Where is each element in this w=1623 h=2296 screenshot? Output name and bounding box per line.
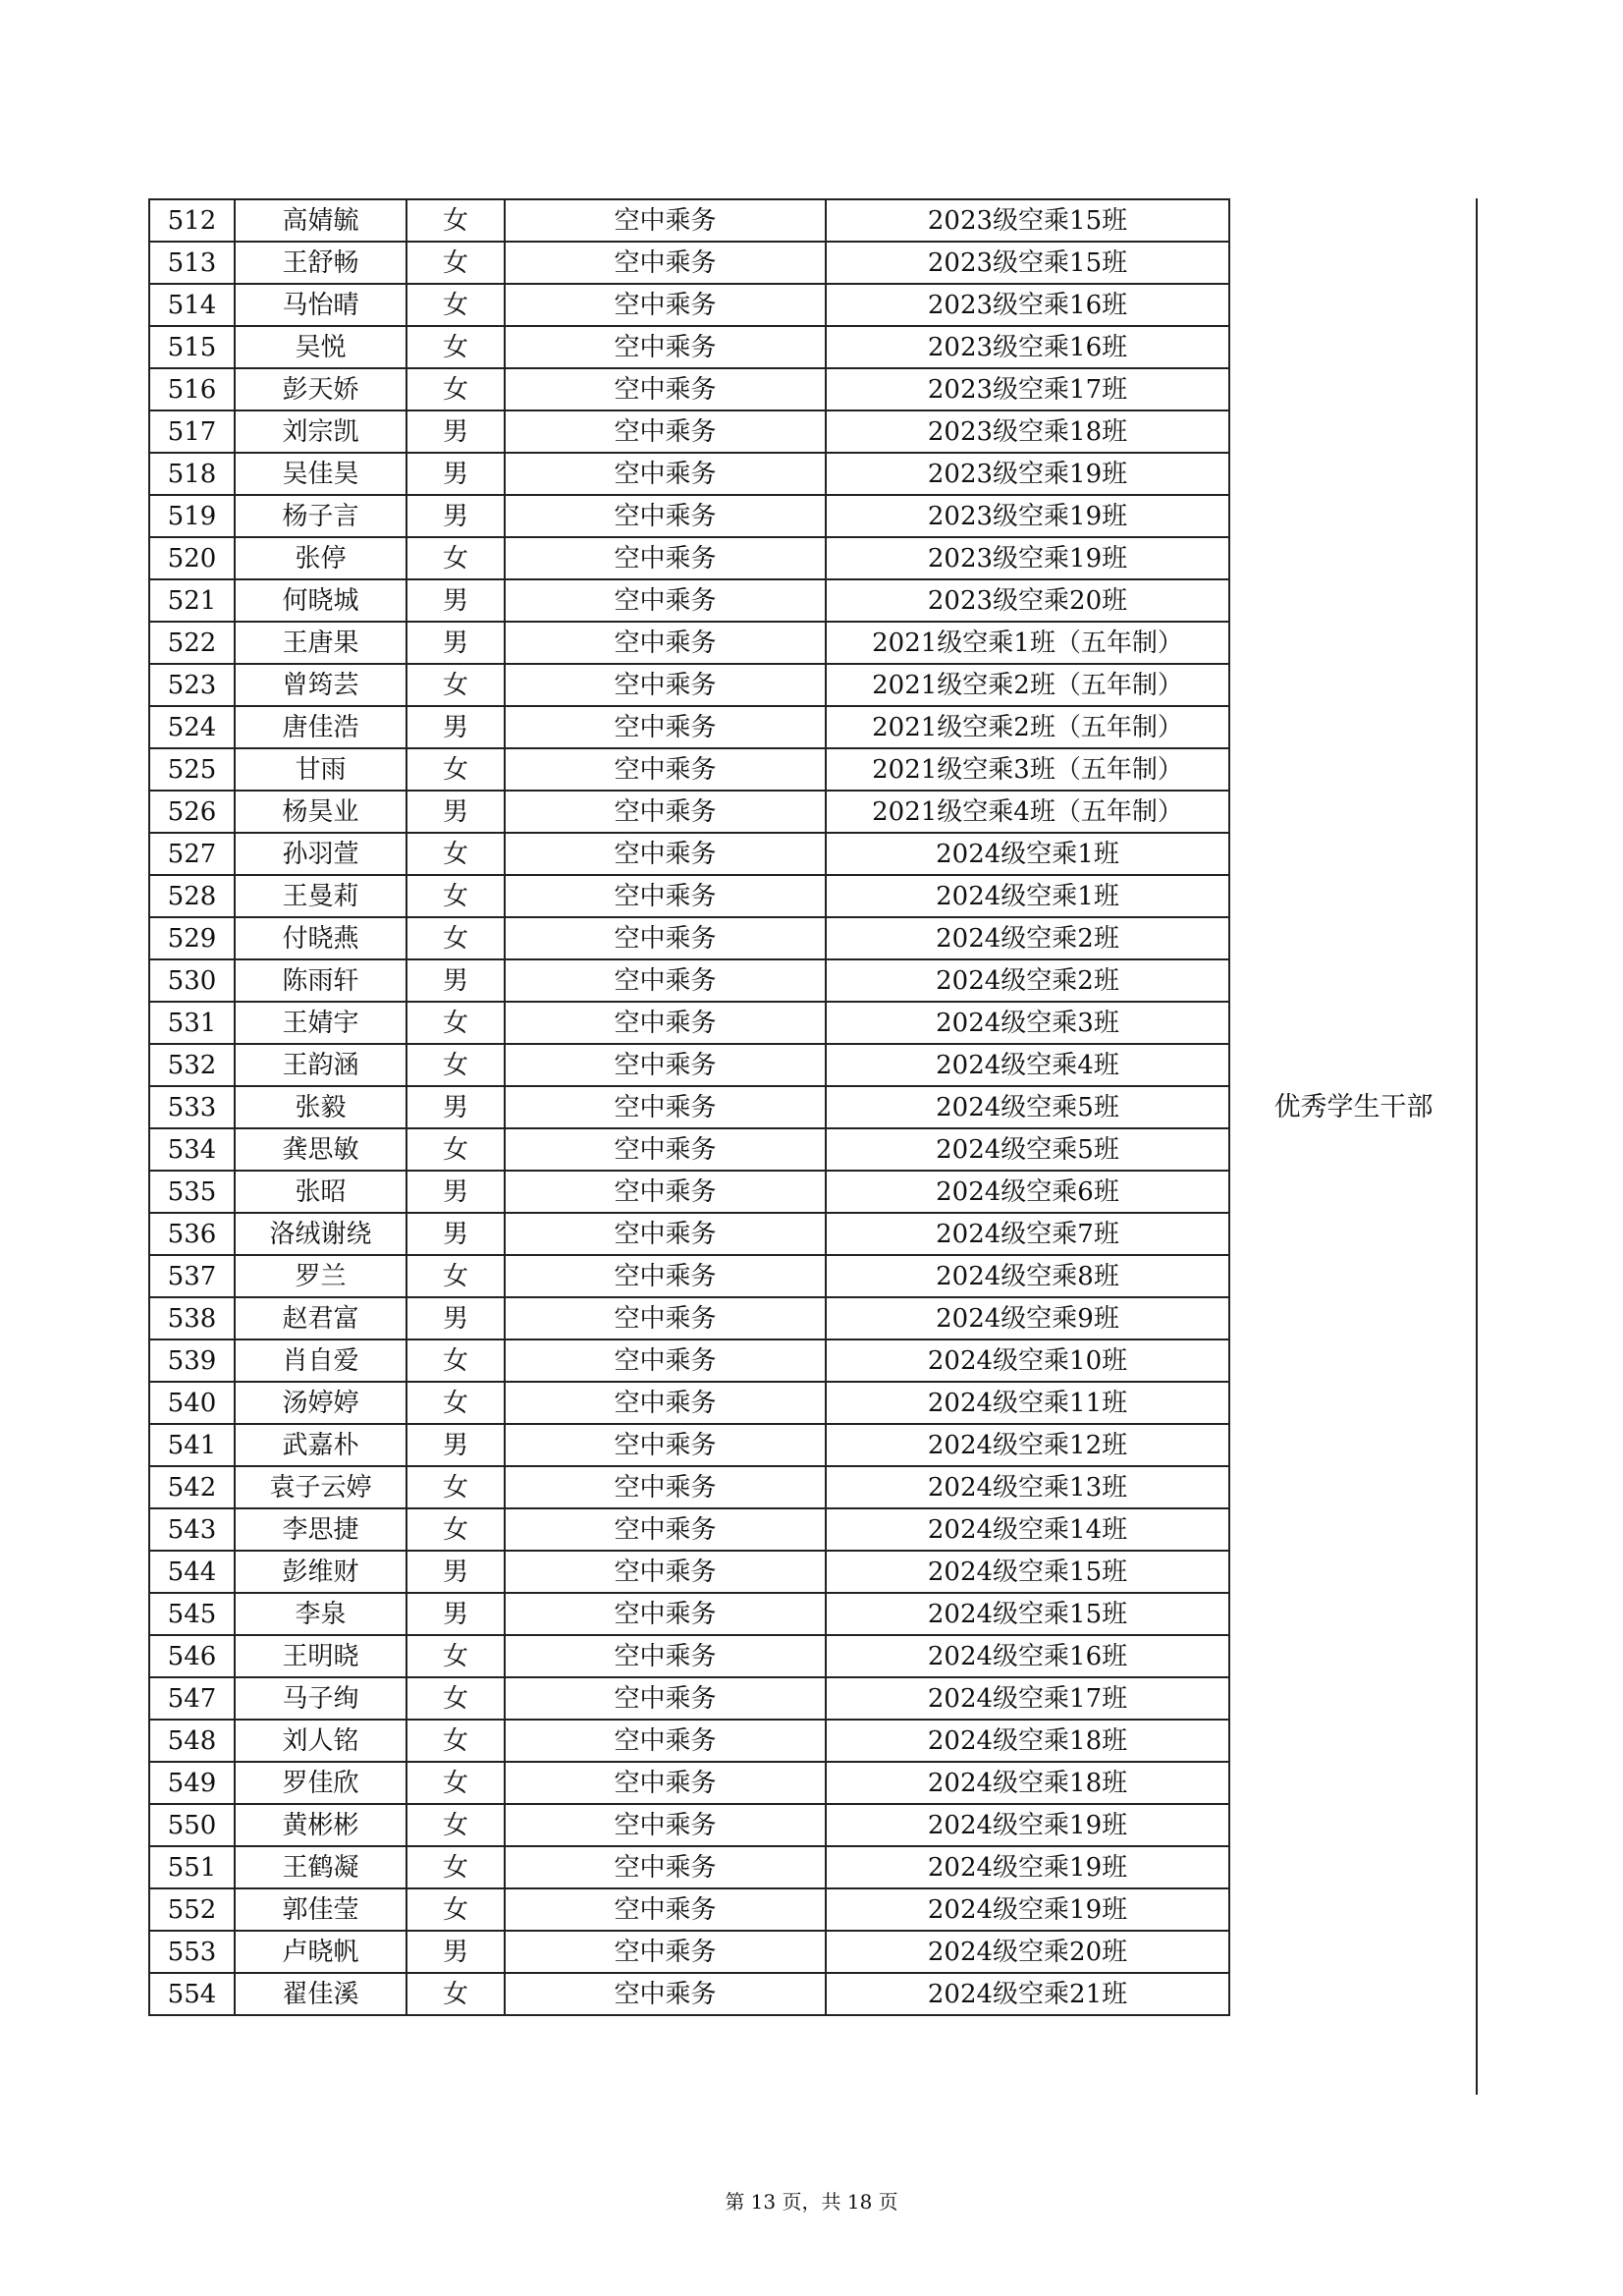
class-name-cell: 2023级空乘15班	[826, 199, 1229, 242]
major-cell: 空中乘务	[505, 495, 826, 537]
class-name-cell: 2021级空乘2班（五年制）	[826, 706, 1229, 748]
student-name-cell: 郭佳莹	[235, 1888, 406, 1931]
student-name-cell: 罗兰	[235, 1255, 406, 1297]
student-name-cell: 王唐果	[235, 622, 406, 664]
gender-cell: 女	[406, 1044, 505, 1086]
student-name-cell: 甘雨	[235, 748, 406, 791]
student-name-cell: 彭天娇	[235, 368, 406, 410]
major-cell: 空中乘务	[505, 1551, 826, 1593]
row-number-cell: 519	[149, 495, 235, 537]
class-name-cell: 2023级空乘15班	[826, 242, 1229, 284]
row-number-cell: 540	[149, 1382, 235, 1424]
class-name-cell: 2024级空乘5班	[826, 1128, 1229, 1171]
gender-cell: 男	[406, 410, 505, 453]
row-number-cell: 551	[149, 1846, 235, 1888]
major-cell: 空中乘务	[505, 1044, 826, 1086]
row-number-cell: 516	[149, 368, 235, 410]
student-name-cell: 杨昊业	[235, 791, 406, 833]
row-number-cell: 544	[149, 1551, 235, 1593]
class-name-cell: 2024级空乘16班	[826, 1635, 1229, 1677]
major-cell: 空中乘务	[505, 1677, 826, 1720]
major-cell: 空中乘务	[505, 917, 826, 959]
row-number-cell: 520	[149, 537, 235, 579]
row-number-cell: 528	[149, 875, 235, 917]
awards-table-body	[149, 199, 1477, 2015]
major-cell: 空中乘务	[505, 959, 826, 1002]
gender-cell: 女	[406, 1002, 505, 1044]
student-name-cell: 黄彬彬	[235, 1804, 406, 1846]
gender-cell: 男	[406, 622, 505, 664]
row-number-cell: 552	[149, 1888, 235, 1931]
major-cell: 空中乘务	[505, 1846, 826, 1888]
class-name-cell: 2024级空乘4班	[826, 1044, 1229, 1086]
class-name-cell: 2021级空乘3班（五年制）	[826, 748, 1229, 791]
gender-cell: 女	[406, 1973, 505, 2015]
student-name-cell: 武嘉朴	[235, 1424, 406, 1466]
class-name-cell: 2024级空乘14班	[826, 1508, 1229, 1551]
gender-cell: 女	[406, 875, 505, 917]
row-number-cell: 518	[149, 453, 235, 495]
gender-cell: 男	[406, 1086, 505, 1128]
major-cell: 空中乘务	[505, 1424, 826, 1466]
class-name-cell: 2024级空乘1班	[826, 875, 1229, 917]
row-number-cell: 512	[149, 199, 235, 242]
gender-cell: 男	[406, 1593, 505, 1635]
student-name-cell: 王曼莉	[235, 875, 406, 917]
major-cell: 空中乘务	[505, 242, 826, 284]
class-name-cell: 2024级空乘18班	[826, 1720, 1229, 1762]
major-cell: 空中乘务	[505, 1128, 826, 1171]
student-name-cell: 洛绒谢绕	[235, 1213, 406, 1255]
major-cell: 空中乘务	[505, 748, 826, 791]
student-name-cell: 汤婷婷	[235, 1382, 406, 1424]
gender-cell: 女	[406, 1255, 505, 1297]
major-cell: 空中乘务	[505, 1339, 826, 1382]
student-name-cell: 罗佳欣	[235, 1762, 406, 1804]
student-name-cell: 王婧宇	[235, 1002, 406, 1044]
major-cell: 空中乘务	[505, 1804, 826, 1846]
class-name-cell: 2024级空乘2班	[826, 959, 1229, 1002]
major-cell: 空中乘务	[505, 1508, 826, 1551]
gender-cell: 男	[406, 453, 505, 495]
major-cell: 空中乘务	[505, 1086, 826, 1128]
gender-cell: 女	[406, 368, 505, 410]
class-name-cell: 2021级空乘4班（五年制）	[826, 791, 1229, 833]
class-name-cell: 2024级空乘10班	[826, 1339, 1229, 1382]
gender-cell: 女	[406, 1382, 505, 1424]
student-name-cell: 孙羽萱	[235, 833, 406, 875]
major-cell: 空中乘务	[505, 622, 826, 664]
row-number-cell: 529	[149, 917, 235, 959]
row-number-cell: 541	[149, 1424, 235, 1466]
class-name-cell: 2024级空乘15班	[826, 1551, 1229, 1593]
row-number-cell: 533	[149, 1086, 235, 1128]
row-number-cell: 517	[149, 410, 235, 453]
class-name-cell: 2023级空乘18班	[826, 410, 1229, 453]
gender-cell: 女	[406, 1720, 505, 1762]
gender-cell: 女	[406, 1677, 505, 1720]
class-name-cell: 2024级空乘9班	[826, 1297, 1229, 1339]
class-name-cell: 2024级空乘18班	[826, 1762, 1229, 1804]
student-name-cell: 何晓城	[235, 579, 406, 622]
gender-cell: 女	[406, 284, 505, 326]
major-cell: 空中乘务	[505, 791, 826, 833]
class-name-cell: 2023级空乘16班	[826, 326, 1229, 368]
major-cell: 空中乘务	[505, 1762, 826, 1804]
row-number-cell: 543	[149, 1508, 235, 1551]
row-number-cell: 524	[149, 706, 235, 748]
row-number-cell: 547	[149, 1677, 235, 1720]
student-name-cell: 王舒畅	[235, 242, 406, 284]
student-name-cell: 刘人铭	[235, 1720, 406, 1762]
student-name-cell: 刘宗凯	[235, 410, 406, 453]
gender-cell: 女	[406, 1804, 505, 1846]
gender-cell: 女	[406, 199, 505, 242]
student-name-cell: 高婧毓	[235, 199, 406, 242]
row-number-cell: 513	[149, 242, 235, 284]
gender-cell: 男	[406, 579, 505, 622]
student-name-cell: 彭维财	[235, 1551, 406, 1593]
gender-cell: 男	[406, 1424, 505, 1466]
gender-cell: 女	[406, 1339, 505, 1382]
gender-cell: 男	[406, 791, 505, 833]
student-name-cell: 赵君富	[235, 1297, 406, 1339]
gender-cell: 女	[406, 1635, 505, 1677]
class-name-cell: 2024级空乘7班	[826, 1213, 1229, 1255]
student-name-cell: 吴悦	[235, 326, 406, 368]
class-name-cell: 2024级空乘19班	[826, 1888, 1229, 1931]
major-cell: 空中乘务	[505, 1255, 826, 1297]
row-number-cell: 514	[149, 284, 235, 326]
major-cell: 空中乘务	[505, 1466, 826, 1508]
major-cell: 空中乘务	[505, 537, 826, 579]
row-number-cell: 553	[149, 1931, 235, 1973]
student-name-cell: 张停	[235, 537, 406, 579]
student-name-cell: 杨子言	[235, 495, 406, 537]
row-number-cell: 550	[149, 1804, 235, 1846]
major-cell: 空中乘务	[505, 1382, 826, 1424]
major-cell: 空中乘务	[505, 284, 826, 326]
major-cell: 空中乘务	[505, 875, 826, 917]
student-name-cell: 李泉	[235, 1593, 406, 1635]
major-cell: 空中乘务	[505, 833, 826, 875]
class-name-cell: 2024级空乘5班	[826, 1086, 1229, 1128]
student-name-cell: 曾筠芸	[235, 664, 406, 706]
awards-table	[148, 198, 1477, 2016]
gender-cell: 男	[406, 1551, 505, 1593]
gender-cell: 女	[406, 1128, 505, 1171]
row-number-cell: 526	[149, 791, 235, 833]
gender-cell: 男	[406, 706, 505, 748]
major-cell: 空中乘务	[505, 1002, 826, 1044]
gender-cell: 女	[406, 1762, 505, 1804]
student-name-cell: 唐佳浩	[235, 706, 406, 748]
gender-cell: 女	[406, 1466, 505, 1508]
class-name-cell: 2024级空乘19班	[826, 1804, 1229, 1846]
student-name-cell: 卢晓帆	[235, 1931, 406, 1973]
gender-cell: 男	[406, 1297, 505, 1339]
major-cell: 空中乘务	[505, 368, 826, 410]
class-name-cell: 2024级空乘20班	[826, 1931, 1229, 1973]
major-cell: 空中乘务	[505, 410, 826, 453]
class-name-cell: 2024级空乘19班	[826, 1846, 1229, 1888]
class-name-cell: 2021级空乘2班（五年制）	[826, 664, 1229, 706]
row-number-cell: 534	[149, 1128, 235, 1171]
major-cell: 空中乘务	[505, 1593, 826, 1635]
major-cell: 空中乘务	[505, 579, 826, 622]
row-number-cell: 554	[149, 1973, 235, 2015]
gender-cell: 女	[406, 917, 505, 959]
gender-cell: 男	[406, 495, 505, 537]
row-number-cell: 546	[149, 1635, 235, 1677]
class-name-cell: 2024级空乘13班	[826, 1466, 1229, 1508]
row-number-cell: 521	[149, 579, 235, 622]
class-name-cell: 2024级空乘11班	[826, 1382, 1229, 1424]
row-number-cell: 536	[149, 1213, 235, 1255]
gender-cell: 男	[406, 959, 505, 1002]
student-name-cell: 付晓燕	[235, 917, 406, 959]
gender-cell: 男	[406, 1213, 505, 1255]
class-name-cell: 2024级空乘17班	[826, 1677, 1229, 1720]
page-footer: 第 13 页，共 18 页	[725, 2190, 898, 2214]
gender-cell: 女	[406, 537, 505, 579]
major-cell: 空中乘务	[505, 326, 826, 368]
student-name-cell: 肖自爱	[235, 1339, 406, 1382]
class-name-cell: 2023级空乘19班	[826, 453, 1229, 495]
class-name-cell: 2024级空乘15班	[826, 1593, 1229, 1635]
class-name-cell: 2023级空乘20班	[826, 579, 1229, 622]
major-cell: 空中乘务	[505, 199, 826, 242]
gender-cell: 女	[406, 664, 505, 706]
gender-cell: 女	[406, 1846, 505, 1888]
row-number-cell: 515	[149, 326, 235, 368]
row-number-cell: 548	[149, 1720, 235, 1762]
row-number-cell: 537	[149, 1255, 235, 1297]
row-number-cell: 525	[149, 748, 235, 791]
row-number-cell: 531	[149, 1002, 235, 1044]
gender-cell: 女	[406, 1508, 505, 1551]
row-number-cell: 549	[149, 1762, 235, 1804]
student-name-cell: 王鹤凝	[235, 1846, 406, 1888]
student-name-cell: 张昭	[235, 1171, 406, 1213]
class-name-cell: 2023级空乘19班	[826, 495, 1229, 537]
major-cell: 空中乘务	[505, 453, 826, 495]
major-cell: 空中乘务	[505, 1171, 826, 1213]
major-cell: 空中乘务	[505, 706, 826, 748]
class-name-cell: 2023级空乘16班	[826, 284, 1229, 326]
major-cell: 空中乘务	[505, 1297, 826, 1339]
row-number-cell: 535	[149, 1171, 235, 1213]
major-cell: 空中乘务	[505, 1973, 826, 2015]
major-cell: 空中乘务	[505, 1213, 826, 1255]
row-number-cell: 539	[149, 1339, 235, 1382]
student-name-cell: 王韵涵	[235, 1044, 406, 1086]
class-name-cell: 2024级空乘2班	[826, 917, 1229, 959]
class-name-cell: 2024级空乘1班	[826, 833, 1229, 875]
award-category-cell: 优秀学生干部	[1229, 199, 1477, 2015]
row-number-cell: 545	[149, 1593, 235, 1635]
row-number-cell: 532	[149, 1044, 235, 1086]
class-name-cell: 2024级空乘12班	[826, 1424, 1229, 1466]
row-number-cell: 530	[149, 959, 235, 1002]
class-name-cell: 2024级空乘21班	[826, 1973, 1229, 2015]
row-number-cell: 527	[149, 833, 235, 875]
row-number-cell: 538	[149, 1297, 235, 1339]
gender-cell: 女	[406, 326, 505, 368]
row-number-cell: 522	[149, 622, 235, 664]
student-name-cell: 陈雨轩	[235, 959, 406, 1002]
class-name-cell: 2024级空乘8班	[826, 1255, 1229, 1297]
gender-cell: 女	[406, 242, 505, 284]
row-number-cell: 523	[149, 664, 235, 706]
class-name-cell: 2024级空乘3班	[826, 1002, 1229, 1044]
major-cell: 空中乘务	[505, 1720, 826, 1762]
student-name-cell: 袁子云婷	[235, 1466, 406, 1508]
major-cell: 空中乘务	[505, 664, 826, 706]
class-name-cell: 2024级空乘6班	[826, 1171, 1229, 1213]
class-name-cell: 2023级空乘19班	[826, 537, 1229, 579]
major-cell: 空中乘务	[505, 1635, 826, 1677]
student-name-cell: 马怡晴	[235, 284, 406, 326]
right-border-line	[1476, 198, 1478, 2095]
student-name-cell: 李思捷	[235, 1508, 406, 1551]
gender-cell: 女	[406, 1888, 505, 1931]
student-name-cell: 翟佳溪	[235, 1973, 406, 2015]
student-name-cell: 马子绚	[235, 1677, 406, 1720]
table-row	[149, 199, 1477, 242]
student-name-cell: 吴佳昊	[235, 453, 406, 495]
student-name-cell: 王明晓	[235, 1635, 406, 1677]
student-name-cell: 龚思敏	[235, 1128, 406, 1171]
class-name-cell: 2021级空乘1班（五年制）	[826, 622, 1229, 664]
gender-cell: 女	[406, 833, 505, 875]
row-number-cell: 542	[149, 1466, 235, 1508]
student-name-cell: 张毅	[235, 1086, 406, 1128]
class-name-cell: 2023级空乘17班	[826, 368, 1229, 410]
gender-cell: 男	[406, 1931, 505, 1973]
major-cell: 空中乘务	[505, 1888, 826, 1931]
gender-cell: 女	[406, 748, 505, 791]
major-cell: 空中乘务	[505, 1931, 826, 1973]
gender-cell: 男	[406, 1171, 505, 1213]
